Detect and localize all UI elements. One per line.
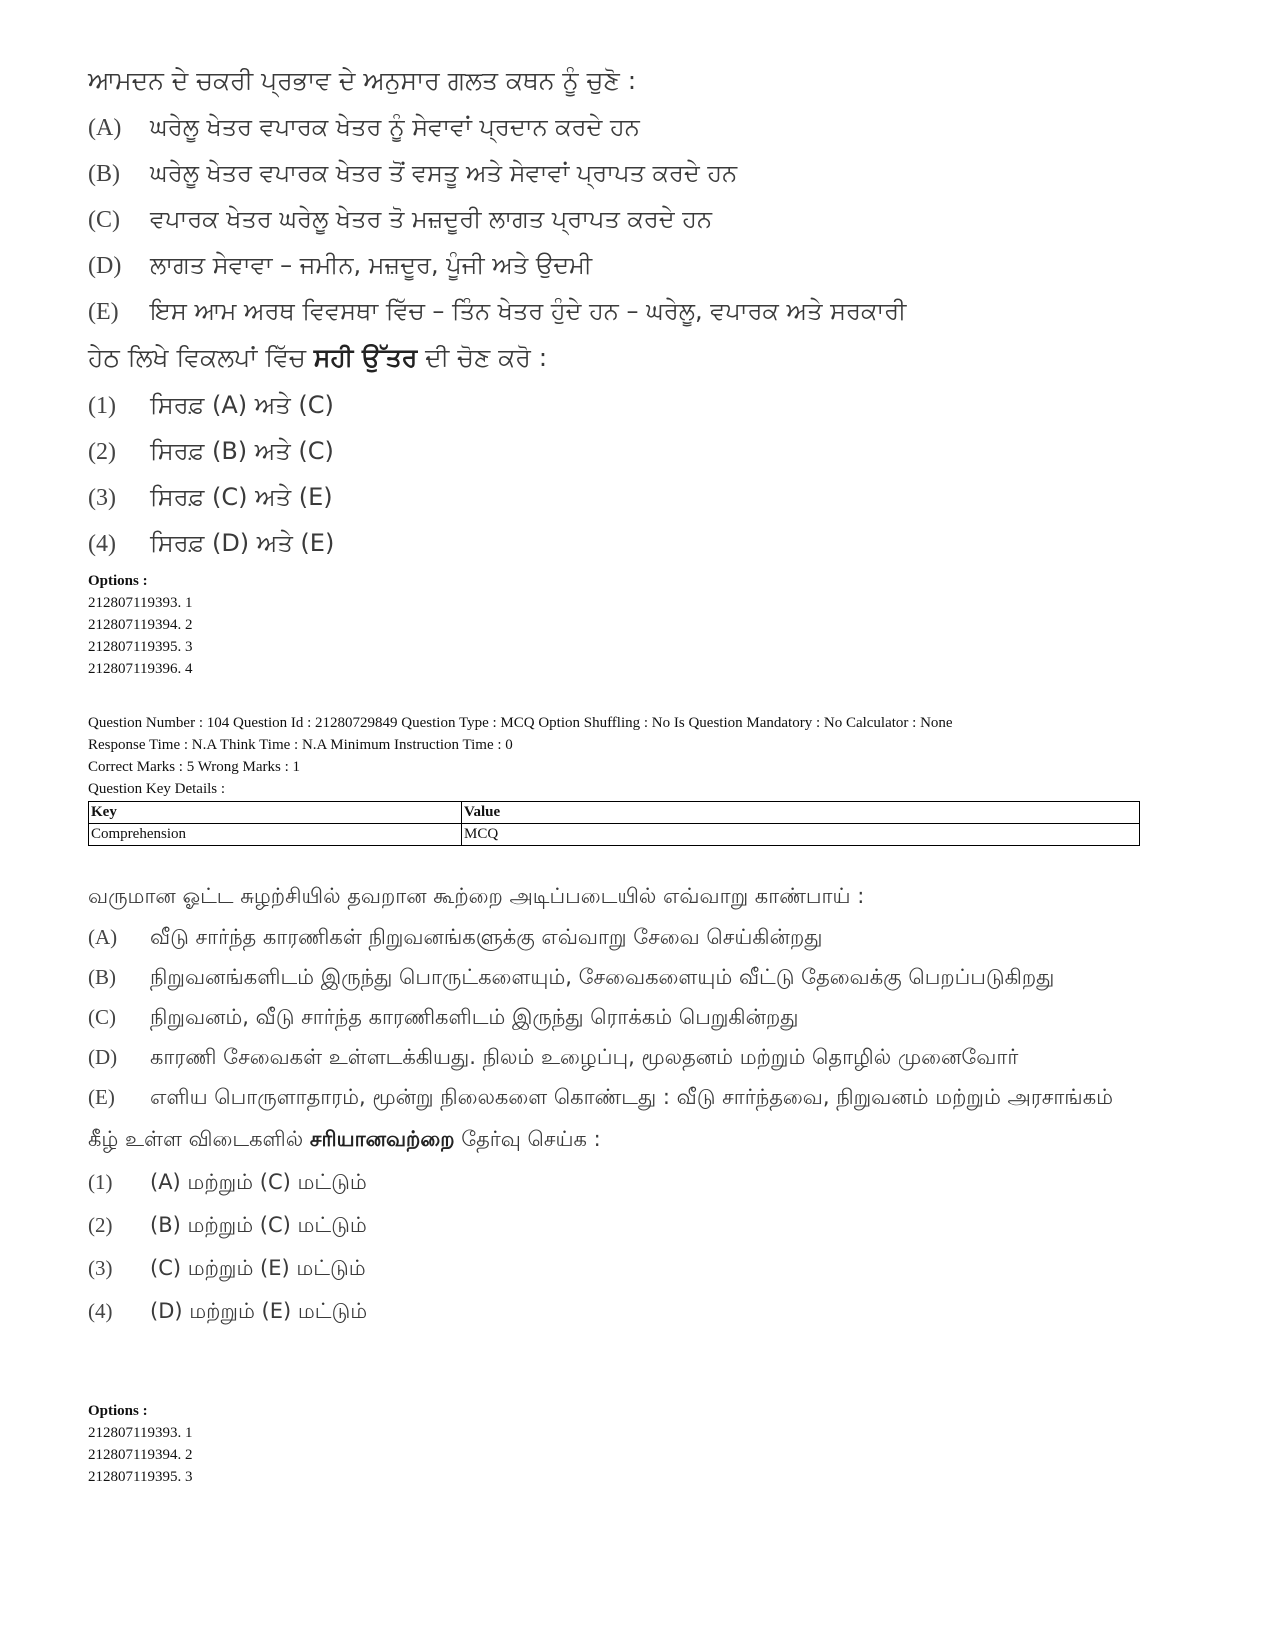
statement-b: (B) நிறுவனங்களிடம் இருந்து பொருட்களையும், சேவைகளையும் வீட்டு தேவைக்கு பெறப்படுகிறது bbox=[88, 965, 1055, 989]
choice-4: (4) ਸਿਰਫ਼ (D) ਅਤੇ (E) bbox=[88, 529, 335, 557]
options-list bbox=[88, 570, 192, 680]
choice-2: (2) (B) மற்றும் (C) மட்டும் bbox=[88, 1213, 367, 1237]
statement-b: (B) ਘਰੇਲੂ ਖੇਤਰ ਵਪਾਰਕ ਖੇਤਰ ਤੋਂ ਵਸਤੂ ਅਤੇ ਸੇਵਾਵਾਂ ਪ੍ਰਾਪਤ ਕਰਦੇ ਹਨ bbox=[88, 159, 738, 187]
table-row bbox=[89, 824, 1140, 846]
statement-e: (E) எளிய பொருளாதாரம், மூன்று நிலைகளை கொண்டது : வீடு சார்ந்தவை, நிறுவனம் மற்றும் அரசாங்கம் bbox=[88, 1085, 1114, 1109]
statement-a: (A) ਘਰੇਲੂ ਖੇਤਰ ਵਪਾਰਕ ਖੇਤਰ ਨੂੰ ਸੇਵਾਵਾਂ ਪ੍ਰਦਾਨ ਕਰਦੇ ਹਨ bbox=[88, 113, 640, 141]
table-cell-key: Comprehension bbox=[89, 824, 462, 846]
statement-c: (C) ਵਪਾਰਕ ਖੇਤਰ ਘਰੇਲੂ ਖੇਤਰ ਤੋ ਮਜ਼ਦੂਰੀ ਲਾਗਤ ਪ੍ਰਾਪਤ ਕਰਦੇ ਹਨ bbox=[88, 205, 713, 233]
statement-d: (D) ਲਾਗਤ ਸੇਵਾਵਾ – ਜਮੀਨ, ਮਜ਼ਦੂਰ, ਪੂੰਜੀ ਅਤੇ ਉਦਮੀ bbox=[88, 251, 593, 279]
statement-c: (C) நிறுவனம், வீடு சார்ந்த காரணிகளிடம் இருந்து ரொக்கம் பெறுகின்றது bbox=[88, 1005, 799, 1029]
option-item: 212807119394. 2 bbox=[88, 1447, 193, 1463]
option-item: 212807119396. 4 bbox=[88, 661, 193, 677]
question-stem: ਆਮਦਨ ਦੇ ਚਕਰੀ ਪ੍ਰਭਾਵ ਦੇ ਅਨੁਸਾਰ ਗਲਤ ਕਥਨ ਨੂੰ ਚੁਣੋ : bbox=[88, 66, 637, 95]
option-item: 212807119393. 1 bbox=[88, 595, 193, 611]
tamil-question-block bbox=[88, 875, 1148, 1333]
choice-2: (2) ਸਿਰਫ਼ (B) ਅਤੇ (C) bbox=[88, 437, 334, 465]
statement-a: (A) வீடு சார்ந்த காரணிகள் நிறுவனங்களுக்கு எவ்வாறு சேவை செய்கின்றது bbox=[88, 925, 823, 949]
question-stem: வருமான ஓட்ட சுழற்சியில் தவறான கூற்றை அடிப்படையில் எவ்வாறு காண்பாய் : bbox=[88, 884, 865, 908]
answer-instruction: ਹੇਠ ਲਿਖੇ ਵਿਕਲਪਾਂ ਵਿੱਚ ਸਹੀ ਉੱਤਰ ਦੀ ਚੋਣ ਕਰੋ : bbox=[88, 343, 548, 372]
choice-4: (4) (D) மற்றும் (E) மட்டும் bbox=[88, 1299, 368, 1323]
table-header-row bbox=[89, 802, 1140, 824]
choice-3: (3) (C) மற்றும் (E) மட்டும் bbox=[88, 1256, 366, 1280]
options-list bbox=[88, 1400, 192, 1488]
question-timing-line: Response Time : N.A Think Time : N.A Minimum Instruction Time : 0 bbox=[88, 737, 513, 753]
option-item: 212807119395. 3 bbox=[88, 639, 193, 655]
choice-3: (3) ਸਿਰਫ਼ (C) ਅਤੇ (E) bbox=[88, 483, 333, 511]
question-header bbox=[88, 712, 1148, 800]
option-item: 212807119393. 1 bbox=[88, 1425, 193, 1441]
choice-1: (1) ਸਿਰਫ਼ (A) ਅਤੇ (C) bbox=[88, 391, 334, 419]
key-value-table bbox=[88, 801, 1140, 846]
options-heading: Options : bbox=[88, 1403, 148, 1419]
marks-line: Correct Marks : 5 Wrong Marks : 1 bbox=[88, 759, 300, 775]
table-header-key: Key bbox=[89, 802, 462, 824]
statement-d: (D) காரணி சேவைகள் உள்ளடக்கியது. நிலம் உழைப்பு, மூலதனம் மற்றும் தொழில் முனைவோர் bbox=[88, 1045, 1019, 1069]
choice-1: (1) (A) மற்றும் (C) மட்டும் bbox=[88, 1170, 367, 1194]
option-item: 212807119394. 2 bbox=[88, 617, 193, 633]
table-header-value: Value bbox=[462, 802, 1140, 824]
option-item: 212807119395. 3 bbox=[88, 1469, 193, 1485]
key-details-heading: Question Key Details : bbox=[88, 781, 226, 797]
statement-e: (E) ਇਸ ਆਮ ਅਰਥ ਵਿਵਸਥਾ ਵਿੱਚ – ਤਿੰਨ ਖੇਤਰ ਹੁੰਦੇ ਹਨ – ਘਰੇਲੂ, ਵਪਾਰਕ ਅਤੇ ਸਰਕਾਰੀ bbox=[88, 297, 907, 325]
punjabi-question-block bbox=[88, 58, 906, 566]
options-heading: Options : bbox=[88, 573, 148, 589]
answer-instruction: கீழ் உள்ள விடைகளில் சரியானவற்றை தேர்வு செய்க : bbox=[88, 1127, 601, 1151]
table-cell-value: MCQ bbox=[462, 824, 1140, 846]
question-meta-line: Question Number : 104 Question Id : 21280729849 Question Type : MCQ Option Shuffling : No Is Question Mandatory : No Calculator : None bbox=[88, 715, 953, 731]
